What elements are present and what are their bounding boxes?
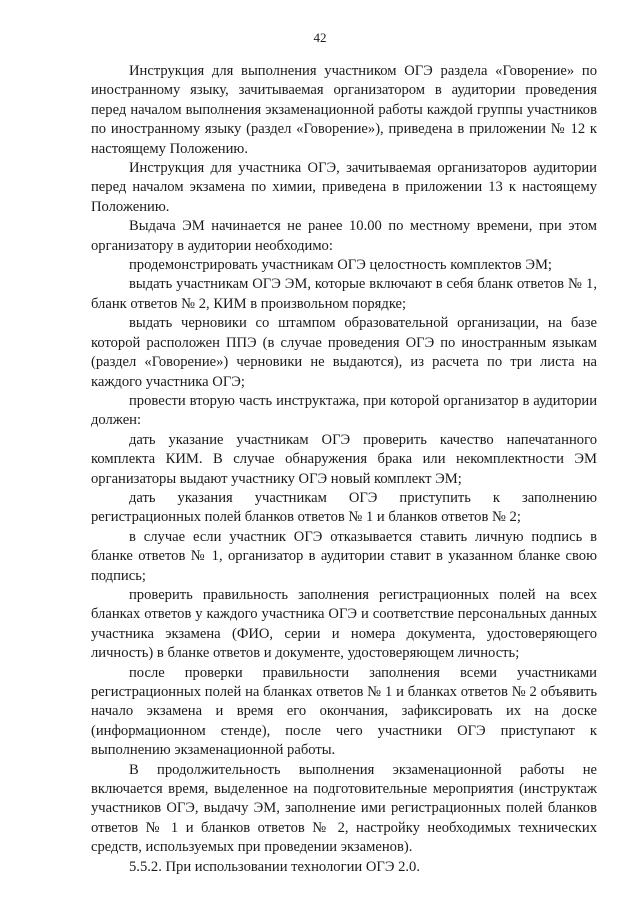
paragraph: Инструкция для участника ОГЭ, зачитываемая организаторов аудитории перед началом экзамена по химии, приведена в приложении 13 к настоящему Положению.: [91, 160, 597, 215]
paragraph: Инструкция для выполнения участником ОГЭ раздела «Говорение» по иностранному языку, зачитываемая организатором в аудитории проведения перед началом выполнения экзаменационной работы каждой группы участников по иностранному языку (раздел «Говорение»), приведена в приложении № 12 к настоящему Положению.: [91, 63, 597, 157]
list-item: дать указание участникам ОГЭ проверить качество напечатанного комплекта КИМ. В случае обнаружения брака или некомплектности ЭМ организаторы выдают участнику ОГЭ новый комплект ЭМ;: [91, 431, 597, 487]
list-item: провести вторую часть инструктажа, при которой организатор в аудитории должен:: [91, 392, 597, 429]
document-body: [91, 62, 597, 877]
page-number: 42: [313, 30, 327, 45]
paragraph: Выдача ЭМ начинается не ранее 10.00 по местному времени, при этом организатору в аудитории необходимо:: [91, 218, 597, 254]
list-item: продемонстрировать участникам ОГЭ целостность комплектов ЭМ;: [129, 257, 552, 274]
section-heading: 5.5.2. При использовании технологии ОГЭ 2.0.: [129, 858, 421, 875]
list-item: выдать черновики со штампом образовательной организации, на базе которой расположен ППЭ (в случае проведения ОГЭ по иностранным языкам (раздел «Говорение») черновики не выдаются), из расчета по три листа на каждого участника ОГЭ;: [91, 315, 597, 390]
list-item: в случае если участник ОГЭ отказывается ставить личную подпись в бланке ответов № 1, организатор в аудитории ставит в указанном бланке свою подпись;: [91, 528, 597, 584]
list-item: проверить правильность заполнения регистрационных полей на всех бланках ответов у каждого участника ОГЭ и соответствие персональных данных участника экзамена (ФИО, серии и номера документа, удостоверяющего личность) в бланке ответов и документе, удостоверяющем личность;: [91, 586, 597, 662]
list-item: дать указания участникам ОГЭ приступить к заполнению регистрационных полей бланков ответов № 1 и бланков ответов № 2;: [91, 489, 597, 526]
paragraph: В продолжительность выполнения экзаменационной работы не включается время, выделенное на подготовительные мероприятия (инструктаж участников ОГЭ, выдачу ЭМ, заполнение ими регистрационных полей бланков ответов № 1 и бланков ответов № 2, настройку необходимых технических средств, используемых при проведении экзаменов).: [91, 761, 597, 856]
list-item: после проверки правильности заполнения всеми участниками регистрационных полей на бланках ответов № 1 и бланках ответов № 2 объявить начало экзамена и время его окончания, зафиксировать их на доске (информационном стенде), после чего участники ОГЭ приступают к выполнению экзаменационной работы.: [91, 664, 597, 759]
list-item: выдать участникам ОГЭ ЭМ, которые включают в себя бланк ответов № 1, бланк ответов № 2, КИМ в произвольном порядке;: [91, 276, 597, 312]
